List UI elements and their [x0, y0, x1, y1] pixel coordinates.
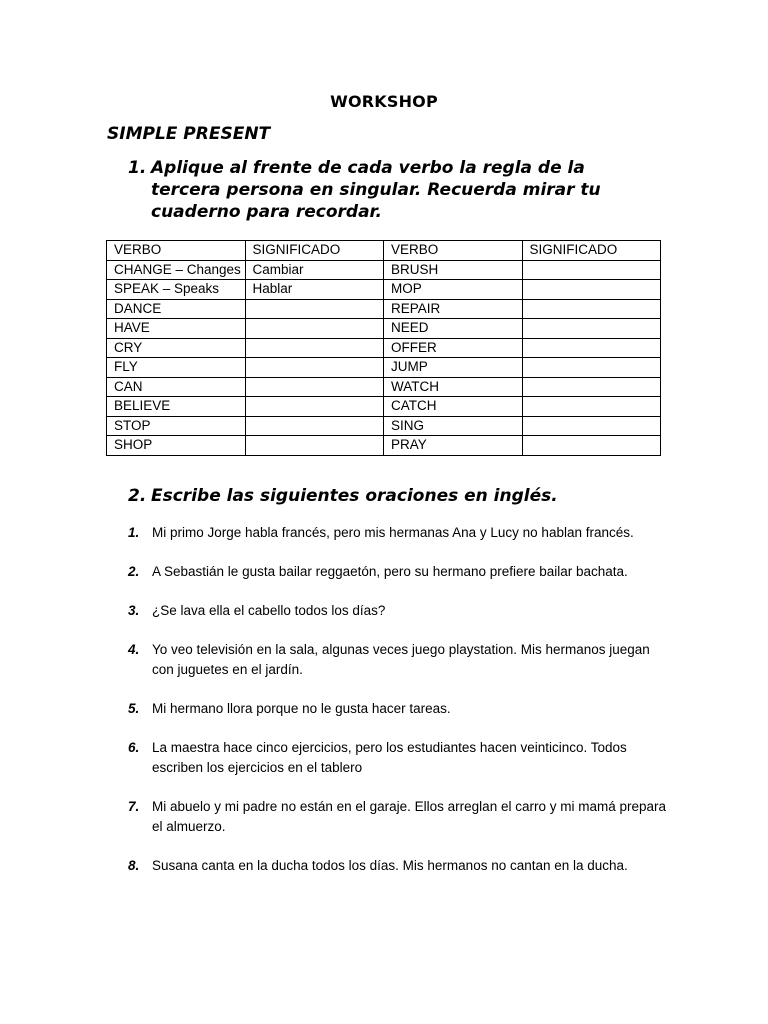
table-cell — [245, 377, 384, 397]
table-row — [107, 416, 661, 436]
table-cell — [522, 416, 661, 436]
document-title: WORKSHOP — [330, 92, 438, 111]
instruction-2-number: 2. — [128, 486, 147, 506]
sentence-number: 5. — [128, 701, 140, 716]
list-item — [128, 797, 668, 837]
list-item — [128, 856, 668, 876]
table-cell — [522, 397, 661, 417]
list-item — [128, 699, 668, 719]
table-cell: CAN — [107, 377, 246, 397]
table-cell — [522, 280, 661, 300]
table-cell — [522, 377, 661, 397]
table-cell: OFFER — [384, 338, 523, 358]
sentence-number: 4. — [128, 642, 140, 657]
sentence-number: 3. — [128, 603, 140, 618]
table-cell: FLY — [107, 358, 246, 378]
table-cell: BRUSH — [384, 260, 523, 280]
list-item — [128, 601, 668, 621]
table-cell: CATCH — [384, 397, 523, 417]
section-title: SIMPLE PRESENT — [107, 124, 271, 144]
sentence-text: A Sebastián le gusta bailar reggaetón, pero su hermano prefiere bailar bachata. — [152, 564, 628, 579]
table-row — [107, 260, 661, 280]
table-row — [107, 436, 661, 456]
verb-table — [106, 240, 661, 456]
list-item — [128, 738, 668, 778]
table-row — [107, 397, 661, 417]
table-cell — [245, 338, 384, 358]
list-item — [128, 562, 668, 582]
table-cell — [522, 319, 661, 339]
table-cell: Hablar — [245, 280, 384, 300]
table-header-row — [107, 241, 661, 261]
table-cell — [522, 358, 661, 378]
table-cell — [245, 358, 384, 378]
table-cell: WATCH — [384, 377, 523, 397]
table-cell: STOP — [107, 416, 246, 436]
table-cell: MOP — [384, 280, 523, 300]
sentence-text: Mi hermano llora porque no le gusta hacer tareas. — [152, 701, 451, 716]
table-cell: PRAY — [384, 436, 523, 456]
instruction-2 — [128, 485, 648, 507]
table-row — [107, 377, 661, 397]
instruction-1-number: 1. — [128, 158, 147, 178]
table-cell: SING — [384, 416, 523, 436]
sentence-text: Yo veo televisión en la sala, algunas veces juego playstation. Mis hermanos juegan con juguetes en el jardín. — [152, 642, 650, 677]
sentence-number: 7. — [128, 799, 140, 814]
table-cell — [245, 299, 384, 319]
instruction-2-text: Escribe las siguientes oraciones en inglés. — [151, 486, 558, 506]
table-cell — [245, 319, 384, 339]
table-header-cell: SIGNIFICADO — [522, 241, 661, 261]
table-cell: Cambiar — [245, 260, 384, 280]
sentence-number: 8. — [128, 858, 140, 873]
sentence-text: Mi primo Jorge habla francés, pero mis hermanas Ana y Lucy no hablan francés. — [152, 525, 634, 540]
table-cell — [245, 436, 384, 456]
list-item — [128, 523, 668, 543]
table-cell: HAVE — [107, 319, 246, 339]
table-row — [107, 358, 661, 378]
sentence-number: 6. — [128, 740, 140, 755]
instruction-1 — [128, 157, 648, 223]
table-row — [107, 319, 661, 339]
table-cell: CRY — [107, 338, 246, 358]
sentence-text: La maestra hace cinco ejercicios, pero los estudiantes hacen veinticinco. Todos escriben los ejercicios en el tablero — [152, 740, 627, 775]
table-cell: NEED — [384, 319, 523, 339]
table-header-cell: VERBO — [107, 241, 246, 261]
table-cell — [522, 299, 661, 319]
table-cell — [245, 416, 384, 436]
sentence-number: 1. — [128, 525, 140, 540]
table-cell — [522, 436, 661, 456]
table-row — [107, 338, 661, 358]
table-cell: DANCE — [107, 299, 246, 319]
table-cell — [522, 338, 661, 358]
table-cell: JUMP — [384, 358, 523, 378]
sentence-text: Mi abuelo y mi padre no están en el garaje. Ellos arreglan el carro y mi mamá prepara el almuerzo. — [152, 799, 667, 834]
table-cell: SPEAK – Speaks — [107, 280, 246, 300]
table-header-cell: VERBO — [384, 241, 523, 261]
table-cell — [245, 397, 384, 417]
table-header-cell: SIGNIFICADO — [245, 241, 384, 261]
instruction-1-text: Aplique al frente de cada verbo la regla de la tercera persona en singular. Recuerda mirar tu cuaderno para recordar. — [151, 158, 601, 222]
sentence-number: 2. — [128, 564, 140, 579]
table-cell — [522, 260, 661, 280]
table-row — [107, 280, 661, 300]
table-row — [107, 299, 661, 319]
table-cell: BELIEVE — [107, 397, 246, 417]
list-item — [128, 640, 668, 680]
table-cell: CHANGE – Changes — [107, 260, 246, 280]
table-cell: REPAIR — [384, 299, 523, 319]
sentence-text: Susana canta en la ducha todos los días. Mis hermanos no cantan en la ducha. — [152, 858, 628, 873]
table-cell: SHOP — [107, 436, 246, 456]
sentence-text: ¿Se lava ella el cabello todos los días? — [152, 603, 386, 618]
